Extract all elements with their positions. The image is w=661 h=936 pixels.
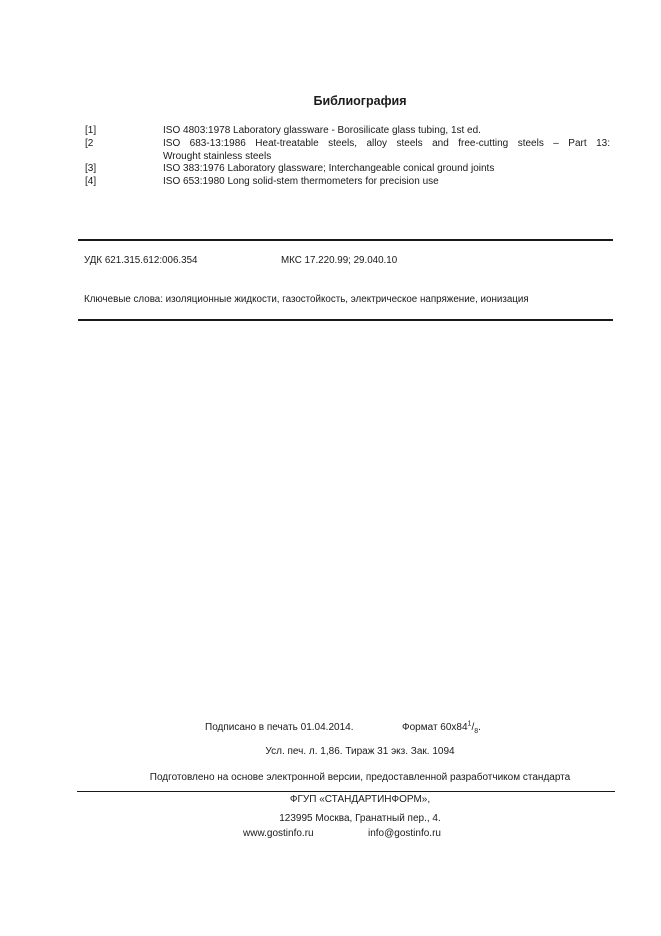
website-link[interactable]: www.gostinfo.ru (243, 828, 314, 839)
bib-text: ISO 383:1976 Laboratory glassware; Interchangeable conical ground joints (163, 163, 495, 174)
udk-code: УДК 621.315.612:006.354 (84, 255, 198, 266)
bib-item-1 (0, 125, 661, 138)
bib-item-3 (0, 163, 661, 176)
divider-bottom (78, 319, 613, 321)
bib-item-2 (0, 138, 661, 164)
imprint-divider (77, 791, 615, 792)
print-info: Усл. печ. л. 1,86. Тираж 31 экз. Зак. 1094 (265, 746, 455, 757)
publisher-name: ФГУП «СТАНДАРТИНФОРМ», (289, 794, 431, 805)
publisher-address: 123995 Москва, Гранатный пер., 4. (279, 813, 441, 824)
bib-number: [1] (85, 125, 97, 136)
keywords: Ключевые слова: изоляционные жидкости, газостойкость, электрическое напряжение, ионизация (84, 294, 529, 305)
format-numerator: 1 (467, 720, 472, 728)
mks-code: МКС 17.220.99; 29.040.10 (281, 255, 398, 266)
format-denominator: 8 (474, 728, 479, 735)
bib-number: [2 (85, 138, 94, 149)
format-label: Формат 60x84 (402, 722, 468, 733)
page-title: Библиография (313, 94, 407, 108)
bib-item-4 (0, 176, 661, 189)
email-link[interactable]: info@gostinfo.ru (368, 828, 441, 839)
format-end: . (478, 722, 481, 733)
signed-to-print: Подписано в печать 01.04.2014. (205, 722, 354, 733)
bib-number: [3] (85, 163, 97, 174)
bib-text: ISO 4803:1978 Laboratory glassware - Borosilicate glass tubing, 1st ed. (163, 125, 481, 136)
bib-text-continuation: Wrought stainless steels (163, 150, 272, 162)
bib-number: [4] (85, 176, 97, 187)
divider-top (78, 239, 613, 241)
paper-format: Формат $60x84^1/_8$. (402, 720, 481, 735)
bib-text: ISO 653:1980 Long solid-stem thermometers for precision use (163, 176, 439, 187)
bib-text: ISO 683-13:1986 Heat-treatable steels, alloy steels and free-cutting steels – Part 13: (163, 138, 610, 149)
prepared-note: Подготовлено на основе электронной версии, предоставленной разработчиком стандарта (149, 772, 571, 783)
